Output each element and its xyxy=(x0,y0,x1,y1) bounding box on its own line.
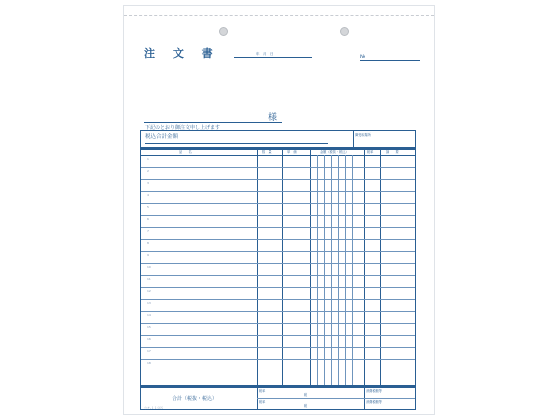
delivery-label: 御受取場所 xyxy=(355,133,371,137)
column-header-qty: 数 量 xyxy=(262,150,272,154)
footer-consumption-tax-a: 消費税額等 xyxy=(366,389,382,393)
delivery-divider xyxy=(353,130,354,148)
row-number: 9 xyxy=(147,253,149,257)
amount-digit-line xyxy=(324,155,325,385)
amount-digit-line xyxy=(317,155,318,385)
row-line xyxy=(141,203,415,204)
row-line xyxy=(141,227,415,228)
row-line xyxy=(141,275,415,276)
footer-row-line xyxy=(257,398,415,399)
column-header-tax-rate: 税率 xyxy=(367,150,374,154)
row-line xyxy=(141,263,415,264)
column-line-qty xyxy=(282,149,283,385)
row-line xyxy=(141,239,415,240)
row-number: 15 xyxy=(147,325,151,329)
amount-digit-line xyxy=(352,155,353,385)
row-number: 5 xyxy=(147,205,149,209)
form-title: 注 文 書 xyxy=(144,47,220,60)
column-line-tax-rate xyxy=(380,149,381,385)
row-number: 12 xyxy=(147,289,151,293)
footer-tax-rate-b: 税率 xyxy=(259,400,266,404)
amount-digit-line xyxy=(331,155,332,385)
column-line-item xyxy=(257,149,258,385)
request-text: 下記のとおり御注文申し上げます xyxy=(145,125,221,131)
date-field xyxy=(234,52,312,58)
column-header-amount: 金額（税抜・税込） xyxy=(320,150,349,154)
order-number-field xyxy=(360,54,420,61)
order-number-label: № xyxy=(360,54,366,60)
column-header-remarks: 摘 要 xyxy=(386,150,399,154)
footer-tax-a: 税 xyxy=(304,393,308,397)
row-number: 4 xyxy=(147,193,149,197)
row-number: 1 xyxy=(147,157,149,161)
amount-digit-line xyxy=(338,155,339,385)
row-line xyxy=(141,167,415,168)
row-number: 6 xyxy=(147,217,149,221)
row-line xyxy=(141,359,415,360)
footer-tax-b: 税 xyxy=(304,404,308,408)
row-line xyxy=(141,191,415,192)
row-line xyxy=(141,215,415,216)
amount-digit-line xyxy=(345,155,346,385)
row-number: 7 xyxy=(147,229,149,233)
row-line xyxy=(141,323,415,324)
total-amount-label: 税込合計金額 xyxy=(145,134,179,140)
total-amount-box xyxy=(140,130,416,148)
footer-consumption-tax-b: 消費税額等 xyxy=(366,400,382,404)
header-underline xyxy=(141,155,415,156)
row-line xyxy=(141,251,415,252)
column-line-unit-price xyxy=(310,149,311,385)
row-number: 18 xyxy=(147,361,151,365)
total-amount-underline xyxy=(145,143,328,144)
binding-hole-left xyxy=(219,27,228,36)
row-number: 8 xyxy=(147,241,149,245)
row-line xyxy=(141,179,415,180)
date-label: 年 月 日 xyxy=(256,52,274,56)
row-number: 14 xyxy=(147,313,151,317)
product-code: ウチ-１１０Ｎ xyxy=(144,406,164,410)
row-number: 3 xyxy=(147,181,149,185)
row-number: 16 xyxy=(147,337,151,341)
row-line xyxy=(141,299,415,300)
footer-tax-rate-a: 税率 xyxy=(259,389,266,393)
row-number: 10 xyxy=(147,265,151,269)
addressee-suffix: 様 xyxy=(268,113,278,123)
row-number: 13 xyxy=(147,301,151,305)
total-label: 合計（税抜・税込） xyxy=(172,396,218,402)
row-number: 2 xyxy=(147,169,149,173)
binding-hole-right xyxy=(340,27,349,36)
row-line xyxy=(141,287,415,288)
row-line xyxy=(141,347,415,348)
row-number: 11 xyxy=(147,277,151,281)
row-line xyxy=(141,311,415,312)
column-header-item: 品 名 xyxy=(179,150,192,154)
items-table xyxy=(140,148,416,386)
column-line-amount xyxy=(364,149,365,385)
row-number: 17 xyxy=(147,349,151,353)
perforation-line xyxy=(124,15,434,16)
row-line xyxy=(141,335,415,336)
addressee-line xyxy=(144,122,282,123)
column-header-unit-price: 単 価 xyxy=(287,150,297,154)
order-form-sheet xyxy=(123,5,435,415)
